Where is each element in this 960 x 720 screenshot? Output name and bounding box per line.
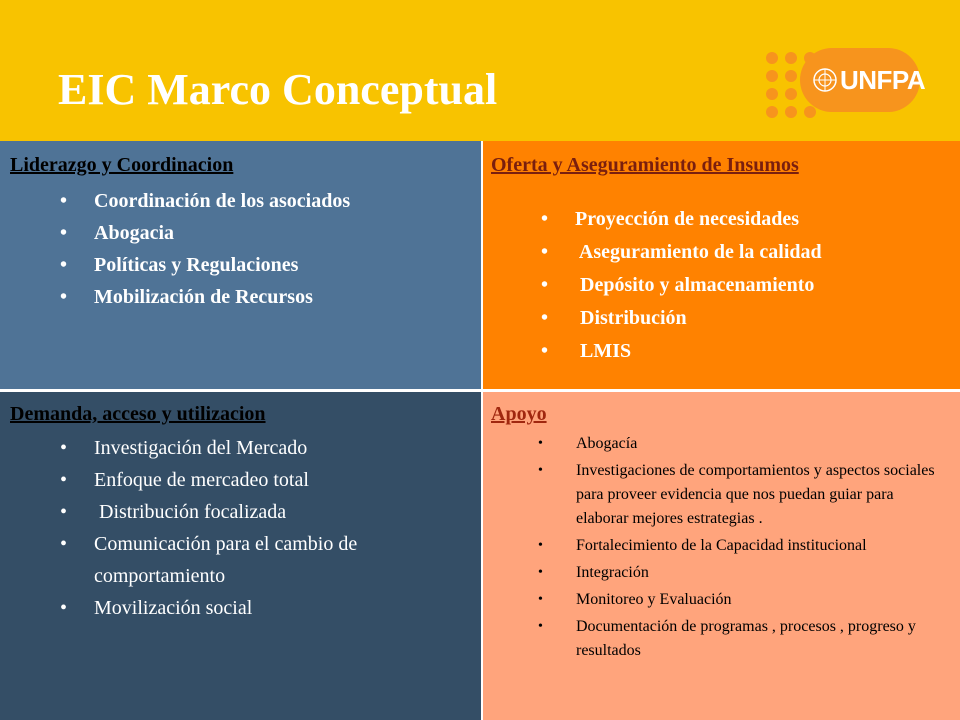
list-item: • Integración (576, 561, 946, 585)
list-item: • Documentación de programas , procesos , progreso y resultados (576, 615, 946, 663)
list-item: • Comunicación para el cambio de comportamiento (94, 528, 464, 592)
list-item: • Monitoreo y Evaluación (576, 588, 946, 612)
bullet-icon: • (538, 538, 543, 553)
bullet-icon: • (60, 254, 68, 276)
list-item: • Proyección de necesidades (575, 203, 822, 236)
bullet-icon: • (541, 307, 549, 329)
bullet-list (538, 432, 946, 666)
bullet-list (60, 185, 351, 313)
list-item: • Aseguramiento de la calidad (575, 236, 822, 269)
quadrant-liderazgo (0, 141, 481, 390)
quadrant-title: Demanda, acceso y utilizacion (10, 403, 266, 425)
quadrant-apoyo (481, 390, 960, 720)
quadrant-title: Apoyo (491, 403, 547, 425)
list-item: • Movilización social (94, 592, 464, 624)
bullet-icon: • (538, 565, 543, 580)
divider-horizontal (0, 389, 960, 392)
list-item: • Depósito y almacenamiento (575, 269, 822, 302)
bullet-icon: • (60, 190, 68, 212)
bullet-icon: • (538, 436, 543, 451)
list-item: • Abogacía (576, 432, 946, 456)
bullet-icon: • (541, 208, 549, 230)
bullet-icon: • (538, 463, 543, 478)
quadrant-title: Oferta y Aseguramiento de Insumos (491, 154, 799, 176)
bullet-icon: • (60, 469, 68, 491)
logo-text: UNFPA (840, 65, 926, 95)
slide-title: EIC Marco Conceptual (58, 65, 498, 114)
bullet-list (541, 203, 822, 368)
list-item: • Abogacia (94, 217, 350, 249)
list-item: • Distribución (575, 302, 822, 335)
un-emblem-icon (812, 67, 838, 93)
list-item: • Políticas y Regulaciones (94, 249, 350, 281)
bullet-icon: • (538, 592, 543, 607)
quadrant-demanda (0, 390, 481, 720)
bullet-icon: • (60, 286, 68, 308)
bullet-icon: • (60, 501, 68, 523)
list-item: • Coordinación de los asociados (94, 185, 350, 217)
bullet-icon: • (541, 274, 549, 296)
list-item: • Distribución focalizada (94, 496, 464, 528)
quadrant-title: Liderazgo y Coordinacion (10, 154, 234, 176)
bullet-list (60, 432, 464, 624)
bullet-icon: • (60, 597, 68, 619)
divider-vertical (481, 141, 483, 720)
list-item: • Fortalecimiento de la Capacidad institucional (576, 534, 946, 558)
bullet-icon: • (538, 619, 543, 634)
bullet-icon: • (541, 241, 549, 263)
bullet-icon: • (60, 222, 68, 244)
list-item: • Investigación del Mercado (94, 432, 464, 464)
list-item: • Mobilización de Recursos (94, 281, 350, 313)
bullet-icon: • (541, 340, 549, 362)
list-item: • Investigaciones de comportamientos y aspectos sociales para proveer evidencia que nos puedan guiar para elaborar mejores estrategias . (576, 459, 946, 531)
list-item: • Enfoque de mercadeo total (94, 464, 464, 496)
quadrant-oferta (481, 141, 960, 390)
bullet-icon: • (60, 533, 68, 555)
bullet-icon: • (60, 437, 68, 459)
list-item: • LMIS (575, 335, 822, 368)
